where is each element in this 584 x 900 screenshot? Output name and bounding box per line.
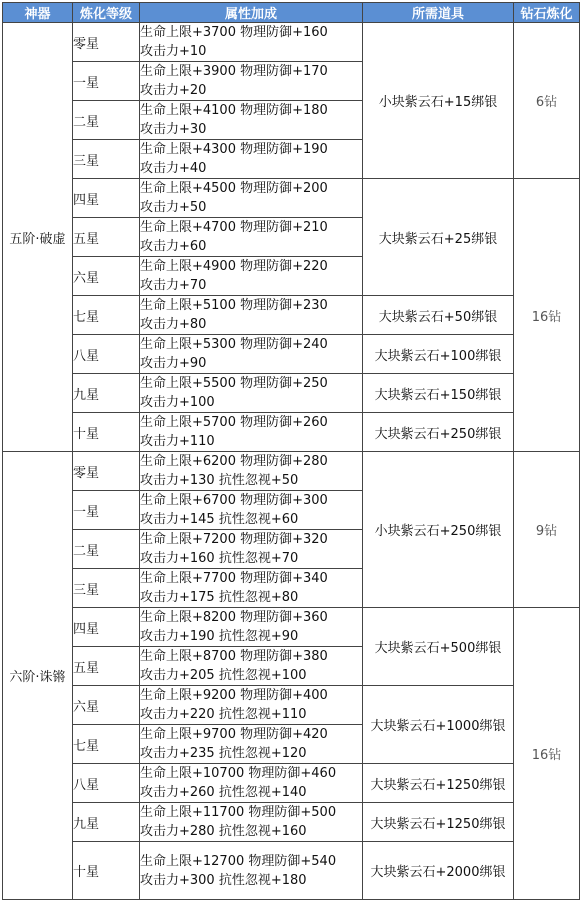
required-item: 小块紫云石+15绑银 — [363, 23, 514, 179]
attribute-cell: 生命上限+10700 物理防御+460 攻击力+260 抗性忽视+140 — [140, 764, 363, 803]
attribute-cell: 生命上限+4300 物理防御+190 攻击力+40 — [140, 140, 363, 179]
star-level: 六星 — [73, 257, 140, 296]
star-level: 二星 — [73, 530, 140, 569]
header-diamond-refine: 钻石炼化 — [514, 3, 580, 23]
star-level: 九星 — [73, 374, 140, 413]
weapon-cell: 五阶·破虚 — [3, 23, 73, 452]
required-item: 大块紫云石+25绑银 — [363, 179, 514, 296]
table-row — [3, 686, 580, 725]
header-weapon: 神器 — [3, 3, 73, 23]
diamond-cost: 6钻 — [514, 23, 580, 179]
star-level: 五星 — [73, 218, 140, 257]
star-level: 一星 — [73, 491, 140, 530]
required-item: 大块紫云石+100绑银 — [363, 335, 514, 374]
star-level: 八星 — [73, 764, 140, 803]
attribute-cell: 生命上限+5100 物理防御+230 攻击力+80 — [140, 296, 363, 335]
required-item: 大块紫云石+50绑银 — [363, 296, 514, 335]
star-level: 五星 — [73, 647, 140, 686]
star-level: 七星 — [73, 725, 140, 764]
star-level: 四星 — [73, 179, 140, 218]
table-row — [3, 335, 580, 374]
refine-table — [2, 2, 580, 900]
attribute-cell: 生命上限+6700 物理防御+300 攻击力+145 抗性忽视+60 — [140, 491, 363, 530]
attribute-cell: 生命上限+4700 物理防御+210 攻击力+60 — [140, 218, 363, 257]
required-item: 大块紫云石+150绑银 — [363, 374, 514, 413]
attribute-cell: 生命上限+4500 物理防御+200 攻击力+50 — [140, 179, 363, 218]
attribute-cell: 生命上限+8700 物理防御+380 攻击力+205 抗性忽视+100 — [140, 647, 363, 686]
attribute-cell: 生命上限+5700 物理防御+260 攻击力+110 — [140, 413, 363, 452]
required-item: 大块紫云石+1250绑银 — [363, 764, 514, 803]
attribute-cell: 生命上限+4100 物理防御+180 攻击力+30 — [140, 101, 363, 140]
attribute-cell: 生命上限+8200 物理防御+360 攻击力+190 抗性忽视+90 — [140, 608, 363, 647]
required-item: 大块紫云石+2000绑银 — [363, 842, 514, 900]
required-item: 大块紫云石+1250绑银 — [363, 803, 514, 842]
table-row — [3, 452, 580, 491]
attribute-cell: 生命上限+11700 物理防御+500 攻击力+280 抗性忽视+160 — [140, 803, 363, 842]
required-item: 小块紫云石+250绑银 — [363, 452, 514, 608]
attribute-cell: 生命上限+7200 物理防御+320 攻击力+160 抗性忽视+70 — [140, 530, 363, 569]
attribute-cell: 生命上限+4900 物理防御+220 攻击力+70 — [140, 257, 363, 296]
star-level: 三星 — [73, 140, 140, 179]
attribute-cell: 生命上限+3900 物理防御+170 攻击力+20 — [140, 62, 363, 101]
diamond-cost: 16钻 — [514, 179, 580, 452]
attribute-cell: 生命上限+3700 物理防御+160 攻击力+10 — [140, 23, 363, 62]
diamond-cost: 16钻 — [514, 608, 580, 900]
table-row — [3, 374, 580, 413]
table-row — [3, 803, 580, 842]
table-row — [3, 179, 580, 218]
required-item: 大块紫云石+500绑银 — [363, 608, 514, 686]
star-level: 四星 — [73, 608, 140, 647]
table-row — [3, 764, 580, 803]
star-level: 二星 — [73, 101, 140, 140]
attribute-cell: 生命上限+9200 物理防御+400 攻击力+220 抗性忽视+110 — [140, 686, 363, 725]
attribute-cell: 生命上限+5300 物理防御+240 攻击力+90 — [140, 335, 363, 374]
header-row — [3, 3, 580, 23]
weapon-cell: 六阶·诛锵 — [3, 452, 73, 900]
table-row — [3, 608, 580, 647]
attribute-cell: 生命上限+7700 物理防御+340 攻击力+175 抗性忽视+80 — [140, 569, 363, 608]
star-level: 十星 — [73, 842, 140, 900]
table-row — [3, 23, 580, 62]
star-level: 六星 — [73, 686, 140, 725]
header-refine-level: 炼化等级 — [73, 3, 140, 23]
star-level: 一星 — [73, 62, 140, 101]
star-level: 十星 — [73, 413, 140, 452]
table-row — [3, 296, 580, 335]
star-level: 七星 — [73, 296, 140, 335]
star-level: 九星 — [73, 803, 140, 842]
star-level: 零星 — [73, 23, 140, 62]
attribute-cell: 生命上限+9700 物理防御+420 攻击力+235 抗性忽视+120 — [140, 725, 363, 764]
table-row — [3, 842, 580, 900]
table-row — [3, 413, 580, 452]
header-required-items: 所需道具 — [363, 3, 514, 23]
diamond-cost: 9钻 — [514, 452, 580, 608]
attribute-cell: 生命上限+12700 物理防御+540 攻击力+300 抗性忽视+180 — [140, 842, 363, 900]
attribute-cell: 生命上限+6200 物理防御+280 攻击力+130 抗性忽视+50 — [140, 452, 363, 491]
star-level: 三星 — [73, 569, 140, 608]
attribute-cell: 生命上限+5500 物理防御+250 攻击力+100 — [140, 374, 363, 413]
required-item: 大块紫云石+250绑银 — [363, 413, 514, 452]
required-item: 大块紫云石+1000绑银 — [363, 686, 514, 764]
star-level: 八星 — [73, 335, 140, 374]
star-level: 零星 — [73, 452, 140, 491]
header-attribute-bonus: 属性加成 — [140, 3, 363, 23]
